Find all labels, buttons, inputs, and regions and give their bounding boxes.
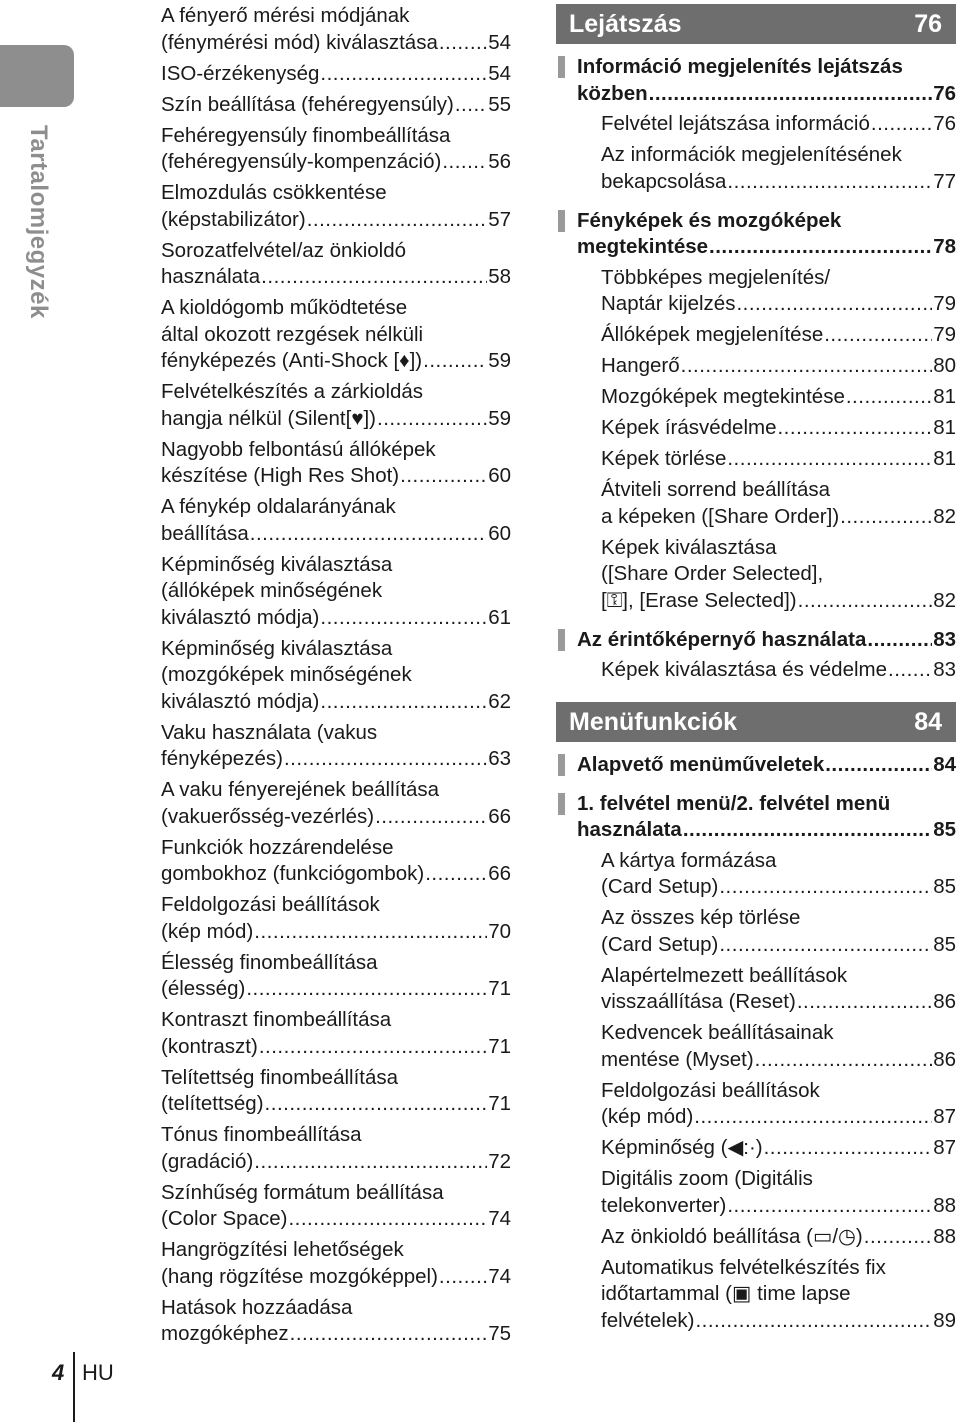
toc-entry-last-line — [601, 1308, 956, 1335]
toc-entry-last-line — [161, 746, 511, 773]
toc-page-number: 71 — [488, 1034, 511, 1058]
dot-leader — [649, 81, 933, 108]
toc-entry[interactable] — [556, 142, 956, 195]
toc-entry[interactable] — [161, 552, 511, 632]
dot-leader — [284, 746, 487, 773]
toc-group-heading[interactable] — [556, 791, 956, 844]
toc-page-number: 66 — [488, 862, 511, 885]
toc-entry-last-line — [601, 169, 956, 196]
section-header — [556, 4, 956, 44]
toc-entry-last-line — [161, 1091, 511, 1118]
toc-entry-text: Az önkioldó beállítása (▭/◷) — [601, 1224, 863, 1248]
dot-leader — [423, 348, 487, 375]
toc-entry-last-line — [161, 30, 511, 57]
toc-entry-line: Képminőség kiválasztása — [161, 636, 393, 660]
toc-entry-last-line — [577, 234, 956, 261]
toc-entry-text: Állóképek megjelenítése — [601, 323, 824, 346]
toc-entry-line: A kioldógomb működtetése — [161, 296, 408, 319]
toc-entry-line: Kontraszt finombeállítása — [161, 1008, 392, 1031]
toc-entry-text: Képek írásvédelme — [601, 416, 777, 439]
toc-entry[interactable] — [556, 477, 956, 530]
dot-leader — [246, 976, 487, 1003]
dot-leader — [320, 689, 487, 716]
toc-entry[interactable] — [556, 1078, 956, 1131]
dot-leader — [824, 322, 932, 349]
toc-entry-line: Az információk megjelenítésének — [601, 143, 902, 166]
toc-entry[interactable] — [161, 123, 511, 176]
toc-page-number: 54 — [488, 61, 511, 85]
dot-leader — [265, 1091, 488, 1118]
toc-group-heading[interactable] — [556, 54, 956, 107]
toc-page-number: 76 — [933, 112, 956, 135]
toc-entry-last-line — [601, 874, 956, 901]
toc-entry-text: (kontraszt) — [161, 1034, 258, 1058]
toc-entry-text: bekapcsolása — [601, 169, 727, 193]
toc-page-number: 56 — [488, 150, 511, 173]
toc-entry-line: Képek kiválasztása — [601, 535, 777, 559]
toc-entry-last-line — [601, 932, 956, 959]
toc-entry[interactable] — [161, 720, 511, 773]
toc-entry-line: A vaku fényerejének beállítása — [161, 778, 440, 801]
toc-entry-line: A fényerő mérési módjának — [161, 4, 410, 27]
dot-leader — [455, 92, 487, 119]
dot-leader — [846, 384, 932, 411]
toc-entry-line: Hangrögzítési lehetőségek — [161, 1238, 404, 1261]
toc-entry-last-line — [601, 1224, 956, 1251]
toc-entry[interactable] — [161, 1122, 511, 1175]
toc-entry-text: (Card Setup) — [601, 932, 719, 956]
toc-page-number: 54 — [488, 30, 511, 54]
toc-entry-line: Tónus finombeállítása — [161, 1123, 362, 1146]
toc-entry-text: beállítása — [161, 521, 249, 545]
dot-leader — [261, 264, 487, 291]
toc-entry[interactable] — [161, 1237, 511, 1290]
dot-leader — [375, 804, 487, 831]
toc-entry[interactable] — [161, 1180, 511, 1233]
toc-entry-line: Feldolgozási beállítások — [161, 893, 380, 916]
toc-page-number: 71 — [488, 977, 511, 1000]
toc-entry[interactable] — [161, 892, 511, 945]
section-page: 76 — [914, 9, 942, 38]
toc-entry-last-line — [161, 463, 511, 490]
toc-entry-last-line — [577, 752, 956, 779]
toc-page-number: 83 — [933, 627, 956, 651]
toc-entry-last-line — [161, 521, 511, 548]
toc-entry-line: Átviteli sorrend beállítása — [601, 478, 831, 501]
toc-entry-text: használata — [161, 265, 261, 288]
toc-page-number: 59 — [488, 349, 511, 372]
toc-page-number: 85 — [933, 875, 956, 898]
toc-page-number: 81 — [933, 385, 956, 408]
toc-page-number: 84 — [933, 753, 956, 776]
dot-leader — [439, 30, 487, 57]
toc-entry[interactable] — [556, 657, 956, 684]
toc-page-number: 62 — [488, 689, 511, 713]
toc-entry[interactable] — [161, 494, 511, 547]
toc-entry-line: Nagyobb felbontású állóképek — [161, 437, 436, 461]
toc-page-number: 87 — [933, 1136, 956, 1159]
toc-entry-text: Az érintőképernyő használata — [577, 627, 867, 651]
toc-entry-line: Sorozatfelvétel/az önkioldó — [161, 238, 407, 262]
toc-entry-text: telekonverter) — [601, 1193, 727, 1217]
page-number: 4 — [52, 1360, 65, 1385]
toc-entry-text: felvételek) — [601, 1308, 695, 1332]
toc-page-number: 61 — [488, 605, 511, 629]
toc-entry-line: Az összes kép törlése — [601, 906, 801, 929]
toc-page-number: 63 — [488, 747, 511, 770]
toc-entry-line: Feldolgozási beállítások — [601, 1078, 820, 1102]
toc-entry-text: (kép mód) — [601, 1105, 694, 1128]
toc-entry[interactable] — [556, 384, 956, 411]
dot-leader — [840, 504, 932, 531]
toc-page-number: 83 — [933, 658, 956, 681]
dot-leader — [290, 1321, 488, 1348]
toc-entry-last-line — [601, 446, 956, 473]
toc-entry-text: visszaállítása (Reset) — [601, 990, 796, 1013]
toc-page-number: 85 — [933, 932, 956, 956]
dot-leader — [425, 861, 487, 888]
toc-page-number: 66 — [488, 804, 511, 828]
toc-entry-last-line — [601, 1047, 956, 1074]
dot-leader — [764, 1135, 933, 1162]
toc-page-number: 86 — [933, 1047, 956, 1071]
footer-divider — [73, 1352, 75, 1422]
toc-entry-last-line — [161, 1321, 511, 1348]
toc-entry-text: mozgóképhez — [161, 1322, 289, 1345]
toc-page-number: 81 — [933, 416, 956, 439]
toc-entry-line: időtartammal (▣ time lapse — [601, 1282, 851, 1305]
toc-entry-line: Fehéregyensúly finombeállítása — [161, 123, 451, 147]
toc-entry-line: Digitális zoom (Digitális — [601, 1167, 813, 1190]
dot-leader — [727, 169, 932, 196]
dot-leader — [250, 521, 487, 548]
toc-entry-last-line — [161, 1149, 511, 1176]
toc-entry-line: Kedvencek beállításainak — [601, 1021, 834, 1044]
dot-leader — [709, 234, 932, 261]
toc-entry-line: Többképes megjelenítés/ — [601, 265, 831, 289]
toc-entry-text: (kép mód) — [161, 919, 254, 943]
toc-entry-text: Naptár kijelzés — [601, 292, 736, 315]
toc-entry-text: (gradáció) — [161, 1149, 254, 1173]
toc-entry-line: Vaku használata (vakus — [161, 720, 378, 744]
section-page: 84 — [914, 707, 942, 736]
dot-leader — [439, 1264, 487, 1291]
toc-entry-text: használata — [577, 818, 682, 841]
toc-entry[interactable] — [556, 111, 956, 138]
toc-entry-text: a képeken ([Share Order]) — [601, 504, 840, 528]
dot-leader — [259, 1034, 487, 1061]
section-header — [556, 702, 956, 742]
dot-leader — [320, 605, 487, 632]
toc-entry-line: Színhűség formátum beállítása — [161, 1180, 444, 1204]
toc-entry-text: (Card Setup) — [601, 875, 719, 898]
toc-entry-last-line — [161, 804, 511, 831]
toc-entry-text: Felvétel lejátszása információ — [601, 112, 870, 135]
toc-entry[interactable] — [556, 1020, 956, 1073]
section-title: Lejátszás — [569, 9, 682, 38]
toc-entry-last-line — [601, 111, 956, 138]
dot-leader — [825, 752, 932, 779]
toc-entry[interactable] — [556, 1255, 956, 1335]
toc-entry-line: 1. felvétel menü/2. felvétel menü — [577, 791, 891, 815]
toc-entry[interactable] — [556, 353, 956, 380]
toc-entry-line: Fényképek és mozgóképek — [577, 208, 842, 232]
dot-leader — [798, 588, 933, 615]
toc-entry-text: Hangerő — [601, 354, 680, 377]
chapter-tab — [0, 45, 74, 107]
toc-entry-last-line — [601, 353, 956, 380]
toc-entry-line: Telítettség finombeállítása — [161, 1065, 399, 1089]
dot-leader — [888, 657, 932, 684]
toc-entry-text: gombokhoz (funkciógombok) — [161, 862, 425, 885]
toc-entry-last-line — [161, 1034, 511, 1061]
dot-leader — [736, 291, 932, 318]
toc-entry[interactable] — [161, 180, 511, 233]
toc-entry-last-line — [161, 1264, 511, 1291]
toc-entry-last-line — [577, 81, 956, 108]
toc-page-number: 87 — [933, 1105, 956, 1128]
toc-entry-text: Képminőség (◀:·) — [601, 1136, 763, 1159]
toc-page-number: 80 — [933, 354, 956, 377]
toc-group-heading[interactable] — [556, 208, 956, 261]
section-title: Menüfunkciók — [569, 707, 738, 736]
toc-page-number: 81 — [933, 447, 956, 470]
toc-entry[interactable] — [161, 1065, 511, 1118]
toc-entry-last-line — [601, 415, 956, 442]
dot-leader — [797, 989, 932, 1016]
toc-page-number: 85 — [933, 818, 956, 841]
toc-entry-last-line — [161, 406, 511, 433]
toc-entry[interactable] — [161, 437, 511, 490]
toc-entry-text: Mozgóképek megtekintése — [601, 385, 845, 408]
toc-page-number: 78 — [933, 235, 956, 258]
toc-page-number: 60 — [488, 521, 511, 545]
toc-entry-text: Alapvető menüműveletek — [577, 753, 825, 776]
toc-entry-text: (fehéregyensúly-kompenzáció) — [161, 150, 442, 173]
toc-entry-line: Elmozdulás csökkentése — [161, 181, 387, 204]
toc-page-number: 82 — [933, 588, 956, 612]
toc-entry[interactable] — [161, 835, 511, 888]
toc-entry[interactable] — [556, 535, 956, 615]
toc-entry[interactable] — [161, 1007, 511, 1060]
toc-entry-text: fényképezés) — [161, 747, 283, 770]
toc-page-number: 58 — [488, 265, 511, 288]
dot-leader — [683, 817, 932, 844]
dot-leader — [727, 446, 932, 473]
toc-entry-last-line — [577, 817, 956, 844]
toc-entry[interactable] — [556, 415, 956, 442]
toc-entry[interactable] — [556, 1135, 956, 1162]
dot-leader — [727, 1193, 932, 1220]
toc-entry[interactable] — [161, 238, 511, 291]
toc-entry[interactable] — [556, 1166, 956, 1219]
toc-page-number: 89 — [933, 1308, 956, 1332]
dot-leader — [694, 1104, 932, 1131]
toc-page-number: 71 — [488, 1092, 511, 1115]
toc-entry-last-line — [601, 657, 956, 684]
toc-entry[interactable] — [556, 446, 956, 473]
toc-entry-last-line — [601, 1135, 956, 1162]
toc-entry-last-line — [161, 861, 511, 888]
toc-entry[interactable] — [556, 265, 956, 318]
toc-group-heading[interactable] — [556, 627, 956, 654]
toc-entry-last-line — [601, 989, 956, 1016]
toc-page-number: 79 — [933, 323, 956, 346]
toc-entry-last-line — [601, 1104, 956, 1131]
toc-entry-text: megtekintése — [577, 235, 709, 258]
toc-entry-line: Képminőség kiválasztása — [161, 552, 393, 576]
toc-entry[interactable] — [556, 322, 956, 349]
dot-leader — [681, 353, 933, 380]
toc-entry-text: kiválasztó módja) — [161, 605, 320, 629]
toc-page-number: 74 — [488, 1264, 511, 1288]
toc-entry-line: A fénykép oldalarányának — [161, 495, 396, 518]
dot-leader — [377, 406, 487, 433]
toc-entry-text: (képstabilizátor) — [161, 207, 306, 231]
toc-page-number: 70 — [488, 919, 511, 943]
toc-entry-line: Alapértelmezett beállítások — [601, 963, 848, 987]
toc-entry-text: (telítettség) — [161, 1092, 264, 1115]
dot-leader — [864, 1224, 932, 1251]
toc-page-number: 72 — [488, 1149, 511, 1173]
toc-entry-text: készítése (High Res Shot) — [161, 464, 400, 487]
toc-entry-line: A kártya formázása — [601, 848, 777, 872]
toc-entry-line: által okozott rezgések nélküli — [161, 322, 424, 346]
toc-entry-text: közben — [577, 81, 648, 105]
sidebar-label: Tartalomjegyzék — [25, 125, 52, 319]
toc-entry[interactable] — [161, 636, 511, 716]
toc-entry-last-line — [601, 588, 956, 615]
dot-leader — [400, 463, 487, 490]
toc-entry-text: hangja nélkül (Silent[♥]) — [161, 406, 377, 430]
toc-entry-last-line — [601, 322, 956, 349]
toc-entry-last-line — [601, 504, 956, 531]
toc-entry-line: (mozgóképek minőségének — [161, 663, 412, 686]
toc-entry-last-line — [161, 207, 511, 234]
dot-leader — [871, 111, 932, 138]
toc-page-number: 75 — [488, 1322, 511, 1345]
toc-entry-text: Szín beállítása (fehéregyensúly) — [161, 92, 454, 116]
toc-entry-text: (Color Space) — [161, 1207, 288, 1230]
dot-leader — [442, 149, 487, 176]
toc-page-number: 86 — [933, 990, 956, 1013]
toc-entry-line: Információ megjelenítés lejátszás — [577, 55, 903, 78]
toc-page-number: 57 — [488, 207, 511, 231]
toc-entry-text: (élesség) — [161, 977, 246, 1000]
toc-entry[interactable] — [161, 379, 511, 432]
toc-entry-text: fényképezés (Anti-Shock [♦]) — [161, 349, 423, 372]
toc-page-number: 60 — [488, 464, 511, 487]
toc-entry-text: [⚿], [Erase Selected]) — [601, 588, 797, 612]
toc-entry-text: kiválasztó módja) — [161, 689, 320, 713]
toc-entry[interactable] — [161, 777, 511, 830]
toc-page-number: 74 — [488, 1207, 511, 1230]
dot-leader — [719, 932, 932, 959]
toc-entry[interactable] — [161, 61, 511, 88]
toc-page-number: 88 — [933, 1224, 956, 1248]
toc-entry-last-line — [161, 919, 511, 946]
toc-entry-last-line — [161, 976, 511, 1003]
toc-page-number: 82 — [933, 504, 956, 528]
toc-page-number: 55 — [488, 92, 511, 116]
toc-entry-text: ISO-érzékenység — [161, 61, 320, 85]
toc-entry[interactable] — [556, 905, 956, 958]
toc-entry-text: (hang rögzítése mozgóképpel) — [161, 1264, 438, 1288]
toc-entry-last-line — [161, 1206, 511, 1233]
toc-entry-last-line — [601, 291, 956, 318]
toc-page-number: 76 — [933, 81, 956, 105]
toc-entry-line: Funkciók hozzárendelése — [161, 835, 394, 859]
toc-entry[interactable] — [161, 1295, 511, 1348]
dot-leader — [320, 61, 487, 88]
toc-entry[interactable] — [556, 1224, 956, 1251]
toc-entry[interactable] — [556, 963, 956, 1016]
toc-entry-line: ([Share Order Selected], — [601, 562, 824, 585]
dot-leader — [254, 1149, 487, 1176]
toc-page-number: 79 — [933, 292, 956, 315]
toc-entry-text: (fénymérési mód) kiválasztása — [161, 30, 438, 54]
toc-entry-last-line — [601, 1193, 956, 1220]
toc-entry-line: Hatások hozzáadása — [161, 1295, 353, 1319]
toc-page-number: 88 — [933, 1193, 956, 1217]
toc-page-number: 59 — [488, 406, 511, 430]
dot-leader — [307, 207, 487, 234]
dot-leader — [755, 1047, 933, 1074]
toc-entry-last-line — [161, 264, 511, 291]
toc-entry-text: Képek kiválasztása és védelme — [601, 658, 888, 681]
toc-entry[interactable] — [161, 295, 511, 375]
toc-entry-last-line — [601, 384, 956, 411]
toc-page-number: 77 — [933, 169, 956, 193]
toc-entry-line: Automatikus felvételkészítés fix — [601, 1255, 886, 1279]
toc-entry[interactable] — [161, 3, 511, 56]
dot-leader — [719, 874, 932, 901]
dot-leader — [777, 415, 932, 442]
toc-group-heading[interactable] — [556, 752, 956, 779]
dot-leader — [867, 627, 932, 654]
toc-entry-last-line — [161, 149, 511, 176]
dot-leader — [254, 919, 487, 946]
toc-entry-last-line — [161, 92, 511, 119]
toc-left-column — [161, 3, 511, 1352]
toc-entry-text: (vakuerősség-vezérlés) — [161, 804, 375, 828]
toc-entry-text: Képek törlése — [601, 447, 727, 470]
toc-entry-last-line — [161, 348, 511, 375]
dot-leader — [288, 1206, 487, 1233]
toc-entry-text: mentése (Myset) — [601, 1047, 754, 1071]
dot-leader — [695, 1308, 932, 1335]
toc-entry[interactable] — [161, 950, 511, 1003]
toc-entry-line: (állóképek minőségének — [161, 579, 383, 602]
toc-entry-last-line — [161, 61, 511, 88]
toc-entry-line: Felvételkészítés a zárkioldás — [161, 380, 424, 403]
toc-entry-line: Élesség finombeállítása — [161, 950, 378, 974]
page-language: HU — [82, 1360, 114, 1385]
toc-entry[interactable] — [161, 92, 511, 119]
toc-entry-last-line — [577, 627, 956, 654]
toc-right-column — [556, 4, 956, 1339]
toc-entry-last-line — [161, 605, 511, 632]
toc-entry-last-line — [161, 689, 511, 716]
toc-entry[interactable] — [556, 848, 956, 901]
